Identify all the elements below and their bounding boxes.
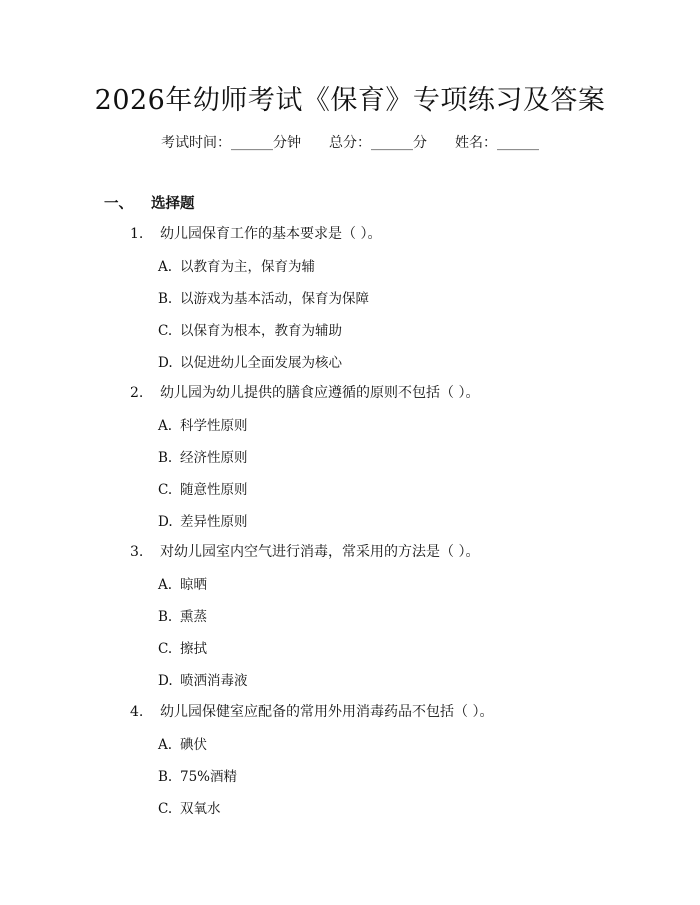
option-text: 以游戏为基本活动，保育为保障 bbox=[180, 291, 369, 307]
option-text: 晾晒 bbox=[180, 577, 207, 593]
option-letter: C. bbox=[158, 323, 173, 339]
option-text: 以保育为根本，教育为辅助 bbox=[180, 323, 342, 339]
question-item bbox=[130, 223, 381, 243]
option-item bbox=[158, 637, 207, 657]
option-letter: D. bbox=[158, 355, 173, 371]
name-field: 姓名：______ bbox=[455, 135, 539, 151]
exam-time-field: 考试时间：______分钟 bbox=[161, 135, 301, 151]
option-letter: A. bbox=[158, 259, 173, 275]
question-text: 幼儿园保育工作的基本要求是（ ）。 bbox=[160, 226, 382, 242]
option-item bbox=[158, 351, 342, 371]
option-text: 科学性原则 bbox=[180, 418, 248, 434]
option-letter: C. bbox=[158, 482, 173, 498]
option-text: 碘伏 bbox=[180, 737, 207, 753]
option-text: 喷洒消毒液 bbox=[180, 673, 248, 689]
question-number: 2. bbox=[130, 385, 144, 401]
option-text: 经济性原则 bbox=[180, 450, 248, 466]
question-item bbox=[130, 382, 479, 402]
question-number: 3. bbox=[130, 544, 144, 560]
question-text: 对幼儿园室内空气进行消毒，常采用的方法是（ ）。 bbox=[160, 544, 480, 560]
exam-meta-line bbox=[0, 132, 700, 152]
option-letter: C. bbox=[158, 801, 173, 817]
option-item bbox=[158, 414, 248, 434]
question-number: 1. bbox=[130, 226, 144, 242]
option-letter: B. bbox=[158, 450, 173, 466]
option-item bbox=[158, 797, 221, 817]
option-item bbox=[158, 765, 237, 785]
question-text: 幼儿园保健室应配备的常用外用消毒药品不包括（ ）。 bbox=[160, 704, 494, 720]
option-letter: B. bbox=[158, 769, 173, 785]
question-item bbox=[130, 701, 493, 721]
option-item bbox=[158, 510, 248, 530]
option-letter: C. bbox=[158, 641, 173, 657]
option-text: 擦拭 bbox=[180, 641, 207, 657]
option-letter: A. bbox=[158, 418, 173, 434]
option-item bbox=[158, 446, 248, 466]
option-item bbox=[158, 478, 248, 498]
section-number: 一、 bbox=[104, 195, 133, 212]
option-text: 熏蒸 bbox=[180, 609, 207, 625]
option-letter: B. bbox=[158, 291, 173, 307]
option-item bbox=[158, 255, 315, 275]
option-letter: D. bbox=[158, 514, 173, 530]
option-letter: B. bbox=[158, 609, 173, 625]
option-text: 75%酒精 bbox=[180, 769, 238, 785]
section-heading bbox=[104, 192, 195, 213]
question-item bbox=[130, 541, 479, 561]
option-text: 双氧水 bbox=[180, 801, 221, 817]
option-item bbox=[158, 605, 207, 625]
option-item bbox=[158, 319, 342, 339]
section-title: 选择题 bbox=[151, 195, 195, 212]
option-item bbox=[158, 669, 248, 689]
document-title: 2026年幼师考试《保育》专项练习及答案 bbox=[94, 85, 606, 116]
option-item bbox=[158, 733, 207, 753]
option-text: 差异性原则 bbox=[180, 514, 248, 530]
option-item bbox=[158, 573, 207, 593]
question-text: 幼儿园为幼儿提供的膳食应遵循的原则不包括（ ）。 bbox=[160, 385, 480, 401]
option-item bbox=[158, 287, 369, 307]
option-letter: D. bbox=[158, 673, 173, 689]
question-number: 4. bbox=[130, 704, 144, 720]
option-letter: A. bbox=[158, 737, 173, 753]
option-text: 以教育为主，保育为辅 bbox=[180, 259, 315, 275]
option-text: 随意性原则 bbox=[180, 482, 248, 498]
option-text: 以促进幼儿全面发展为核心 bbox=[180, 355, 342, 371]
total-score-field: 总分：______分 bbox=[329, 135, 427, 151]
option-letter: A. bbox=[158, 577, 173, 593]
